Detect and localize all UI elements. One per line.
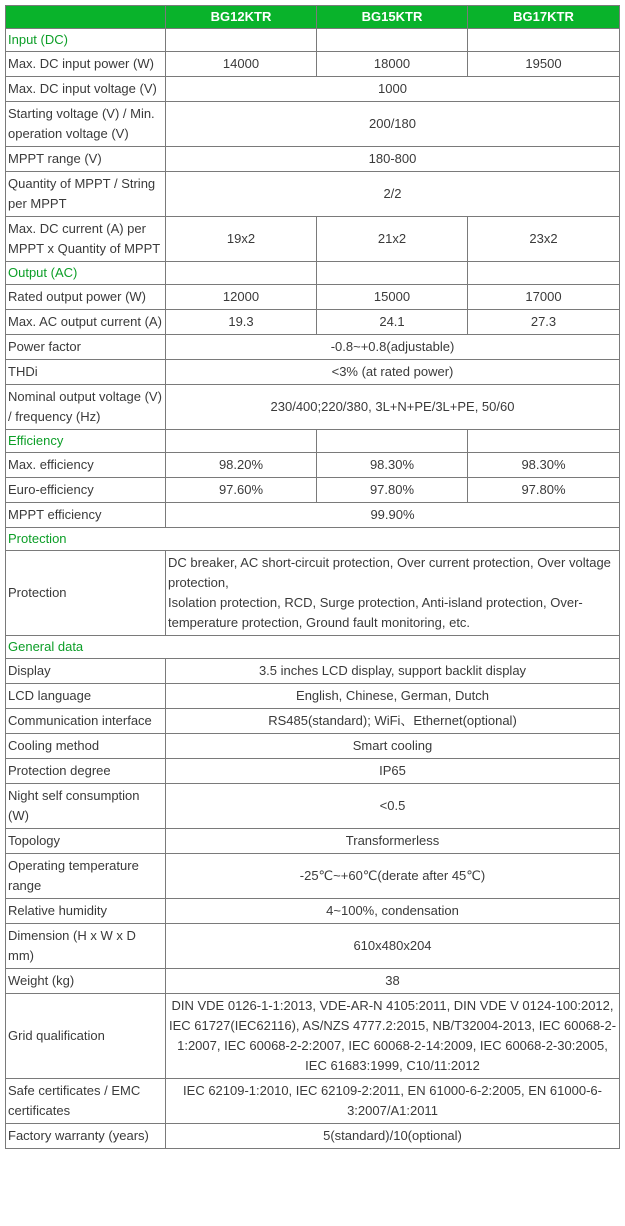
spec-label: Topology	[6, 829, 166, 854]
header-model: BG17KTR	[468, 6, 620, 29]
spec-value: 21x2	[317, 217, 468, 262]
spec-row	[6, 77, 620, 102]
spec-label: Max. DC current (A) per MPPT x Quantity of MPPT	[6, 217, 166, 262]
spec-label: Quantity of MPPT / String per MPPT	[6, 172, 166, 217]
section-row	[6, 528, 620, 551]
section-title: General data	[6, 636, 620, 659]
spec-label: Grid qualification	[6, 994, 166, 1079]
empty-cell	[317, 262, 468, 285]
spec-value: 180-800	[166, 147, 620, 172]
empty-cell	[468, 29, 620, 52]
spec-label: Protection degree	[6, 759, 166, 784]
section-row	[6, 430, 620, 453]
spec-label: Safe certificates / EMC certificates	[6, 1079, 166, 1124]
spec-label: Power factor	[6, 335, 166, 360]
spec-row	[6, 994, 620, 1079]
spec-value: 27.3	[468, 310, 620, 335]
spec-label: Display	[6, 659, 166, 684]
spec-label: Starting voltage (V) / Min. operation voltage (V)	[6, 102, 166, 147]
spec-value: 97.80%	[317, 478, 468, 503]
empty-cell	[317, 430, 468, 453]
spec-label: Protection	[6, 551, 166, 636]
spec-value: English, Chinese, German, Dutch	[166, 684, 620, 709]
spec-value: 19.3	[166, 310, 317, 335]
spec-label: LCD language	[6, 684, 166, 709]
spec-value: DC breaker, AC short-circuit protection, Over current protection, Over voltage protection, Isolation protection, RCD, Surge protection, Anti-island protection, Over-temperature protection, Ground fault monitoring, etc.	[166, 551, 620, 636]
spec-value: 15000	[317, 285, 468, 310]
spec-row	[6, 1124, 620, 1149]
section-row	[6, 29, 620, 52]
spec-table	[5, 5, 620, 1149]
section-row	[6, 262, 620, 285]
spec-label: Max. AC output current (A)	[6, 310, 166, 335]
spec-row	[6, 147, 620, 172]
spec-row	[6, 659, 620, 684]
section-row	[6, 636, 620, 659]
spec-value: 97.60%	[166, 478, 317, 503]
spec-value: 18000	[317, 52, 468, 77]
spec-value: 230/400;220/380, 3L+N+PE/3L+PE, 50/60	[166, 385, 620, 430]
spec-row	[6, 503, 620, 528]
spec-value: <3% (at rated power)	[166, 360, 620, 385]
spec-row	[6, 709, 620, 734]
spec-label: Euro-efficiency	[6, 478, 166, 503]
spec-value: 97.80%	[468, 478, 620, 503]
spec-row	[6, 478, 620, 503]
spec-row	[6, 52, 620, 77]
spec-value: IP65	[166, 759, 620, 784]
spec-value: 3.5 inches LCD display, support backlit display	[166, 659, 620, 684]
spec-value: -0.8~+0.8(adjustable)	[166, 335, 620, 360]
spec-value: 610x480x204	[166, 924, 620, 969]
spec-row	[6, 1079, 620, 1124]
spec-row	[6, 172, 620, 217]
spec-value: 19500	[468, 52, 620, 77]
spec-value: <0.5	[166, 784, 620, 829]
spec-value: Transformerless	[166, 829, 620, 854]
spec-value: 24.1	[317, 310, 468, 335]
spec-row	[6, 453, 620, 478]
empty-cell	[166, 262, 317, 285]
section-title: Input (DC)	[6, 29, 166, 52]
spec-row	[6, 829, 620, 854]
spec-row	[6, 684, 620, 709]
spec-row	[6, 285, 620, 310]
section-title: Protection	[6, 528, 620, 551]
spec-value: 2/2	[166, 172, 620, 217]
spec-row	[6, 310, 620, 335]
header-model: BG12KTR	[166, 6, 317, 29]
spec-label: Weight (kg)	[6, 969, 166, 994]
spec-row	[6, 102, 620, 147]
section-title: Output (AC)	[6, 262, 166, 285]
spec-value: 200/180	[166, 102, 620, 147]
spec-value: RS485(standard); WiFi、Ethernet(optional)	[166, 709, 620, 734]
spec-label: THDi	[6, 360, 166, 385]
empty-cell	[468, 262, 620, 285]
spec-row	[6, 969, 620, 994]
spec-row	[6, 385, 620, 430]
spec-row	[6, 899, 620, 924]
spec-value: Smart cooling	[166, 734, 620, 759]
spec-label: Cooling method	[6, 734, 166, 759]
spec-value: 99.90%	[166, 503, 620, 528]
spec-row	[6, 924, 620, 969]
spec-row	[6, 335, 620, 360]
empty-cell	[166, 29, 317, 52]
spec-label: Nominal output voltage (V) / frequency (Hz)	[6, 385, 166, 430]
spec-label: Night self consumption (W)	[6, 784, 166, 829]
spec-row	[6, 217, 620, 262]
spec-value: DIN VDE 0126-1-1:2013, VDE-AR-N 4105:2011, DIN VDE V 0124-100:2012, IEC 61727(IEC62116), AS/NZS 4777.2:2015, NB/T32004-2013, IEC 60068-2-1:2007, IEC 60068-2-2:2007, IEC 60068-2-14:2009, IEC 60068-2-30:2005, IEC 61683:1999, C10/11:2012	[166, 994, 620, 1079]
spec-label: Max. DC input power (W)	[6, 52, 166, 77]
section-title: Efficiency	[6, 430, 166, 453]
spec-label: MPPT range (V)	[6, 147, 166, 172]
spec-row	[6, 734, 620, 759]
spec-value: 4~100%, condensation	[166, 899, 620, 924]
spec-value: 98.20%	[166, 453, 317, 478]
empty-cell	[166, 430, 317, 453]
spec-value: -25℃~+60℃(derate after 45℃)	[166, 854, 620, 899]
spec-row	[6, 854, 620, 899]
empty-cell	[317, 29, 468, 52]
spec-label: Factory warranty (years)	[6, 1124, 166, 1149]
spec-label: Operating temperature range	[6, 854, 166, 899]
spec-value: 98.30%	[468, 453, 620, 478]
spec-value: 23x2	[468, 217, 620, 262]
spec-label: Rated output power (W)	[6, 285, 166, 310]
spec-value: 38	[166, 969, 620, 994]
spec-body	[6, 29, 620, 1149]
spec-row	[6, 784, 620, 829]
spec-label: Dimension (H x W x D mm)	[6, 924, 166, 969]
spec-value: 98.30%	[317, 453, 468, 478]
empty-cell	[468, 430, 620, 453]
spec-label: Max. efficiency	[6, 453, 166, 478]
spec-label: MPPT efficiency	[6, 503, 166, 528]
spec-value: 5(standard)/10(optional)	[166, 1124, 620, 1149]
spec-value: 12000	[166, 285, 317, 310]
spec-row	[6, 551, 620, 636]
spec-label: Max. DC input voltage (V)	[6, 77, 166, 102]
spec-value: IEC 62109-1:2010, IEC 62109-2:2011, EN 61000-6-2:2005, EN 61000-6-3:2007/A1:2011	[166, 1079, 620, 1124]
header-corner	[6, 6, 166, 29]
spec-value: 1000	[166, 77, 620, 102]
spec-value: 14000	[166, 52, 317, 77]
header-row	[6, 6, 620, 29]
spec-row	[6, 759, 620, 784]
spec-label: Relative humidity	[6, 899, 166, 924]
header-model: BG15KTR	[317, 6, 468, 29]
spec-value: 19x2	[166, 217, 317, 262]
spec-row	[6, 360, 620, 385]
spec-label: Communication interface	[6, 709, 166, 734]
spec-value: 17000	[468, 285, 620, 310]
